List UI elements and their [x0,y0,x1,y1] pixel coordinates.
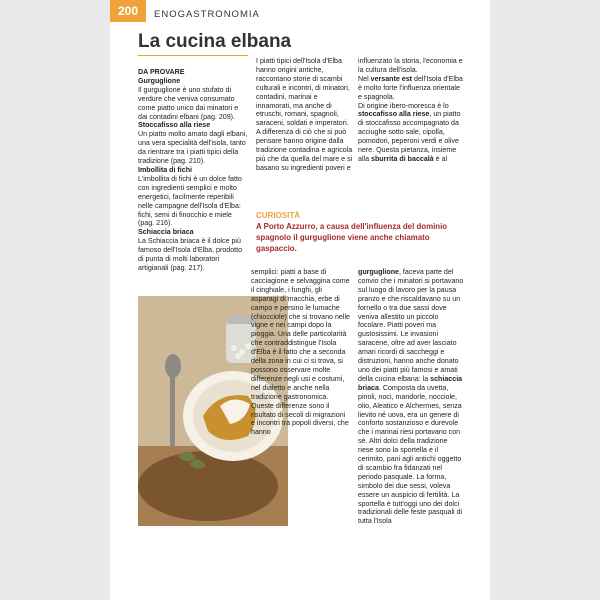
body-column-middle-top [256,57,354,173]
sidebar-heading: DA PROVARE [138,68,185,76]
body-column-right-top [358,57,464,164]
body-paragraph: I piatti tipici dell'Isola d'Elba hanno origini antiche, raccontano storie di scambi culturali e incontri, di minatori, contadini, marinai e innamorati, ma anche di etruschi, romani, spagnoli, saraceni, soldati e imperatori. [256,57,350,128]
section-header: ENOGASTRONOMIA [154,9,260,20]
body-paragraph: Nel versante est dell'Isola d'Elba è molto forte l'influenza orientale e spagnola. [358,74,463,101]
body-column-middle-bottom [251,268,351,437]
body-paragraph: gurguglione, faceva parte del convio che i minatori si portavano sul luogo di lavoro per la pausa pranzo e che riscaldavano su un fornello o tra due sassi dove veniva allestito un piccolo focolare. Piatti poveri ma gustosissimi. Le invasioni saracene, oltre ad aver lasciato amari ricordi di saccheggi e distruzioni, hanno anche donato uno dei piatti più famosi e amati della cucina elbana: la schiaccia briaca. Composta da uvetta, pinoli, noci, mandorle, nocciole, olio, Aleatico e Alchermes, senza lievito né uova, era un genere di conforto sostanzioso e durevole che i marinai riesi portavano con sé. Altri dolci della tradizione riese sono la sportella e il cerimito, pani agli antichi oggetto di scambio fra fidanzati nel periodo pasquale. La forma, simbolo dei due sessi, voleva essere un auspicio di fertilità. La sportella è tutt'oggi uno dei dolci tradizionali delle feste pasquali di tutta l'Isola [358,268,464,526]
body-paragraph: influenzato la storia, l'economia e la cultura dell'isola. [358,57,463,74]
sidebar-item-name: Gurguglione [138,76,181,85]
sidebar-item-name: Imbollita di fichi [138,165,192,174]
sidebar-item-text: La Schiaccia briaca è il dolce più famoso dell'Isola d'Elba, prodotto di punta di molti laboratori artigianali (pag. 217). [138,237,243,272]
body-column-right-bottom [358,268,464,526]
sidebar-item-text: Il gurguglione è uno stufato di verdure che veniva consumato come piatto unico dai minatori e dai contadini elbani (pag. 209). [138,85,239,121]
sidebar-item-name: Stoccafisso alla riese [138,121,211,130]
body-paragraph: Di origine ibero-moresca è lo stoccafisso alla riese, un piatto di stoccafisso accompagnato da acciughe sotto sale, cipolla, pomodori, peperoni verdi e olive nere. Questa pietanza, insieme alla sburrita di baccalà è al [358,101,461,163]
curiosita-label: CURIOSITÀ [256,211,300,220]
body-paragraph: semplici: piatti a base di cacciagione e selvaggina come il cinghiale, i funghi, gli asparagi di macchia, erbe di campo e persino le lumache (chiocciole) che si trovano nelle vigne e nei campi dopo la pioggia. Una delle particolarità che contraddistingue l'Isola d'Elba è il fatto che a seconda della zona in cui ci si trova, si possono osservare molte differenze negli usi e costumi, nel dialetto e anche nella tradizione gastronomica. Queste differenze sono il risultato di secoli di migrazioni e incontri tra popoli diversi, che hanno [251,268,350,437]
article-title: La cucina elbana [138,31,292,52]
sidebar-da-provare [138,68,248,273]
page-number: 200 [110,0,146,22]
title-underline [138,55,248,56]
sidebar-item-name: Schiaccia briaca [138,228,194,237]
body-paragraph: A differenza di ciò che si può pensare hanno origine dalla tradizione contadina e agricola più che da quella del mare e si basano su ingredienti poveri e [256,128,353,172]
sidebar-item-text: Un piatto molto amato dagli elbani, una vera specialità dell'isola, tanto da rientrare tra i piatti tipici della tradizione (pag. 210). [138,130,248,166]
sidebar-item-text: L'imbollita di fichi è un dolce fatto con ingredienti semplici e molto energetici, facilmente reperibili nelle campagne dell'Isola d'Elba: fichi, semi di finocchio e miele (pag. 216). [138,174,242,228]
curiosita-text: A Porto Azzurro, a causa dell'influenza del dominio spagnolo il gurguglione viene anche chiamato gaspaccio. [256,222,448,253]
